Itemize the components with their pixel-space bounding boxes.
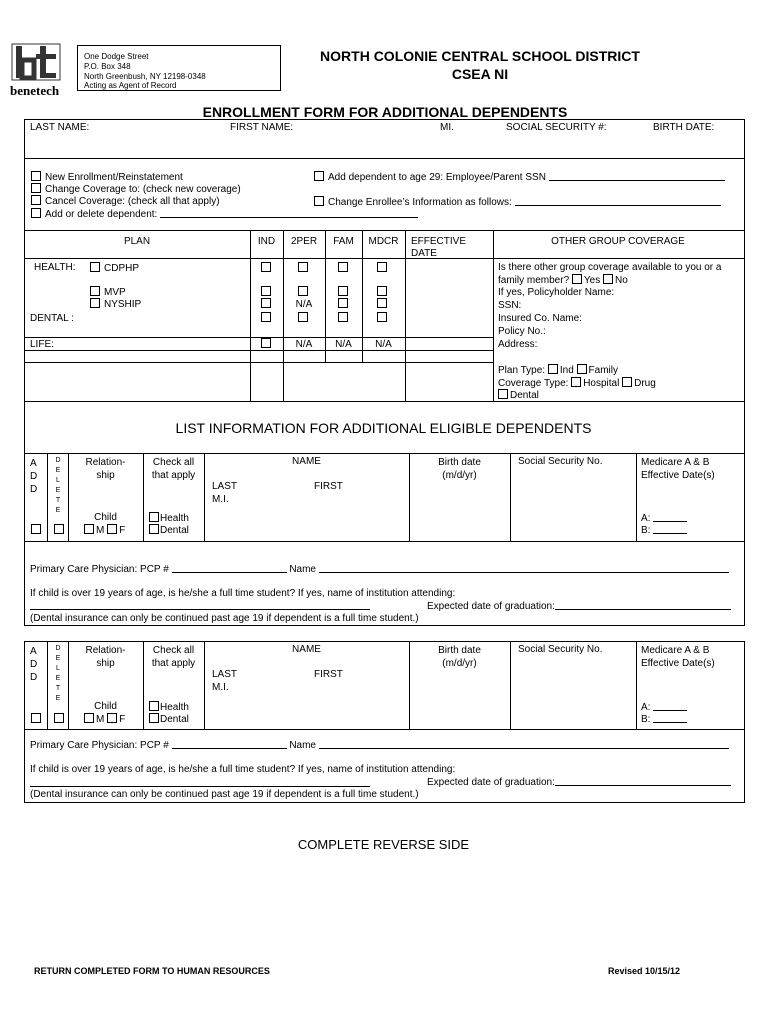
mvp-option[interactable] [90,286,126,298]
mi-label: MI. [440,122,454,133]
delete-col-label-1: D E L E T E [55,457,61,514]
relationship-header-1: Relation- ship [85,457,126,481]
dental-2per-checkbox[interactable] [298,312,308,322]
change-coverage-label: Change Coverage to: (check new coverage) [45,184,241,195]
mi-label-1: M.I. [212,494,229,505]
pcp-number-field-2[interactable] [172,739,287,749]
dental-note-1: (Dental insurance can only be continued past age 19 if dependent is a full time student.) [30,613,419,624]
ind-header: IND [257,236,276,247]
add-checkbox-1[interactable] [31,524,41,534]
plan-type-family-label: Family [588,365,618,376]
mvp-label: MVP [104,287,126,298]
other-coverage-no-checkbox[interactable] [603,274,613,284]
relationship-header-2: Relation- ship [85,645,126,669]
gender-row-2: M F [84,713,125,725]
last-label-2: LAST [212,669,238,680]
first-label-1: FIRST [314,481,343,492]
change-info-checkbox[interactable] [314,196,324,206]
male-checkbox-2[interactable] [84,713,94,723]
dependents-section-title: LIST INFORMATION FOR ADDITIONAL ELIGIBLE DEPENDENTS [175,420,592,436]
add-col-label-2: A D D [30,646,38,683]
coverage-dental-row [498,389,539,401]
nyship-fam-checkbox[interactable] [338,298,348,308]
medicare-b-field-1[interactable] [653,524,687,534]
health-checkbox-2[interactable] [149,701,159,711]
cdphp-fam-checkbox[interactable] [338,262,348,272]
change-info-option[interactable] [314,196,721,208]
insured-co-label: Insured Co. Name: [498,313,582,324]
return-instruction: RETURN COMPLETED FORM TO HUMAN RESOURCES [34,966,270,976]
address-line-3: North Greenbush, NY 12198-0348 [84,72,206,81]
female-checkbox-1[interactable] [107,524,117,534]
drug-checkbox[interactable] [622,377,632,387]
medicare-a-2: A: [641,701,687,713]
mvp-mdcr-checkbox[interactable] [377,286,387,296]
cdphp-mdcr-checkbox[interactable] [377,262,387,272]
coverage-dental-label: Dental [510,390,539,401]
graduation-field-1[interactable] [555,600,731,610]
ssn-label: SOCIAL SECURITY #: [506,122,607,133]
plan-header: PLAN [123,236,151,247]
date-header: DATE [411,248,437,259]
delete-checkbox-2[interactable] [54,713,64,723]
nyship-checkbox[interactable] [90,298,100,308]
address-line-4: Acting as Agent of Record [84,81,177,90]
pcp-row-2: Primary Care Physician: PCP # Name [30,739,729,751]
life-fam-na: N/A [335,339,352,350]
ssn-header-2: Social Security No. [518,644,603,655]
plan-type-row [498,364,618,376]
graduation-row-2: Expected date of graduation: [427,776,731,788]
dental-label: DENTAL : [30,313,74,324]
add-delete-field[interactable] [160,208,418,218]
graduation-row-1: Expected date of graduation: [427,600,731,612]
graduation-field-2[interactable] [555,776,731,786]
other-group-header: OTHER GROUP COVERAGE [551,236,685,247]
family-member-question [498,274,628,286]
dental-checkbox-2[interactable] [149,713,159,723]
dental-checkbox-1[interactable] [149,524,159,534]
nyship-option[interactable] [90,298,141,310]
health-checkbox-1[interactable] [149,512,159,522]
complete-reverse-side: COMPLETE REVERSE SIDE [297,837,470,852]
dental-fam-checkbox[interactable] [338,312,348,322]
policy-no-label: Policy No.: [498,326,546,337]
other-coverage-yes-checkbox[interactable] [572,274,582,284]
add-delete-label: Add or delete dependent: [45,209,158,220]
name-header-2: NAME [292,644,321,655]
benetech-name: benetech [10,83,60,98]
male-checkbox-1[interactable] [84,524,94,534]
add-dependent-29-label: Add dependent to age 29: Employee/Parent SSN [328,172,546,183]
add-col-label-1: A D D [30,458,38,495]
add-delete-option[interactable] [31,208,418,220]
medicare-header-1: Medicare A & B Effective Date(s) [641,457,715,481]
dental-option-1[interactable]: Dental [149,524,189,536]
nyship-label: NYSHIP [104,299,142,310]
fulltime-question-1: If child is over 19 years of age, is he/she a full time student? If yes, name of institution attending: [30,588,456,599]
mi-label-2: M.I. [212,682,229,693]
health-option-2[interactable]: Health [149,701,189,713]
hospital-label: Hospital [583,378,620,389]
cdphp-ind-checkbox[interactable] [261,262,271,272]
medicare-a-field-1[interactable] [653,512,687,522]
health-label: HEALTH: [34,262,76,273]
yes-label: Yes [583,275,601,286]
add-delete-checkbox[interactable] [31,208,41,218]
benetech-logo-mark [10,42,62,82]
fulltime-question-2: If child is over 19 years of age, is he/she a full time student? If yes, name of institution attending: [30,764,456,775]
check-all-header-1: Check all that apply [151,457,196,481]
dental-option-2[interactable]: Dental [149,713,189,725]
last-label-1: LAST [212,481,238,492]
cancel-coverage-checkbox[interactable] [31,195,41,205]
policyholder-label: If yes, Policyholder Name: [498,287,615,298]
name-section [24,119,745,159]
effective-header: EFFECTIVE [411,236,467,247]
2per-header: 2PER [290,236,318,247]
life-label: LIFE: [30,339,54,350]
medicare-a-field-2[interactable] [653,701,687,711]
child-label-1: Child [94,512,117,523]
address-label: Address: [498,339,538,350]
address-line-2: P.O. Box 348 [84,62,131,71]
coverage-type-row [498,377,656,389]
cancel-coverage-label: Cancel Coverage: (check all that apply) [45,196,220,207]
medicare-b-2: B: [641,713,687,725]
institution-field-2[interactable] [30,786,370,787]
other-ssn-label: SSN: [498,300,522,311]
nyship-2per-na: N/A [295,299,313,310]
nyship-ind-checkbox[interactable] [261,298,271,308]
pcp-name-field-2[interactable] [319,739,729,749]
last-name-label: LAST NAME: [30,122,90,133]
form-title: ENROLLMENT FORM FOR ADDITIONAL DEPENDENTS [202,104,568,120]
coverage-type-label: Coverage Type: [498,378,569,389]
name-header-1: NAME [292,456,321,467]
mvp-checkbox[interactable] [90,286,100,296]
medicare-header-2: Medicare A & B Effective Date(s) [641,645,715,669]
benetech-logo [10,42,62,98]
plan-type-label: Plan Type: [498,365,546,376]
child-label-2: Child [94,701,117,712]
nyship-mdcr-checkbox[interactable] [377,298,387,308]
pcp-number-field-1[interactable] [172,563,287,573]
fam-header: FAM [333,236,354,247]
medicare-a-1: A: [641,512,687,524]
birth-date-header-1: Birth date (m/d/yr) [438,457,481,481]
first-name-label: FIRST NAME: [230,122,294,133]
cdphp-label: CDPHP [104,263,140,274]
add-dependent-29-checkbox[interactable] [314,171,324,181]
pcp-name-field-1[interactable] [319,563,729,573]
dental-ind-checkbox[interactable] [261,312,271,322]
cancel-coverage-option[interactable] [31,195,220,207]
mvp-2per-checkbox[interactable] [298,286,308,296]
change-info-label: Change Enrollee’s Information as follows: [328,197,512,208]
life-ind-checkbox[interactable] [261,338,271,348]
other-coverage-question: Is there other group coverage available to you or a [498,262,722,273]
ssn-header-1: Social Security No. [518,456,603,467]
coverage-dental-checkbox[interactable] [498,389,508,399]
delete-col-label-2: D E L E T E [55,645,61,702]
birth-date-header-2: Birth date (m/d/yr) [438,645,481,669]
cdphp-2per-checkbox[interactable] [298,262,308,272]
drug-label: Drug [634,378,656,389]
delete-checkbox-1[interactable] [54,524,64,534]
life-mdcr-na: N/A [375,339,392,350]
dental-note-2: (Dental insurance can only be continued past age 19 if dependent is a full time student.) [30,789,419,800]
birth-date-label: BIRTH DATE: [653,122,715,133]
health-option-1[interactable]: Health [149,512,189,524]
medicare-b-1: B: [641,524,687,536]
mvp-ind-checkbox[interactable] [261,286,271,296]
mvp-fam-checkbox[interactable] [338,286,348,296]
new-enrollment-option[interactable] [31,171,183,183]
employee-ssn-field[interactable] [549,171,725,181]
change-info-field[interactable] [515,196,721,206]
gender-row-1: M F [84,524,125,536]
district-title: NORTH COLONIE CENTRAL SCHOOL DISTRICT [320,48,640,64]
check-all-header-2: Check all that apply [151,645,196,669]
cdphp-option[interactable] [90,262,139,274]
add-dependent-29-option[interactable] [314,171,725,183]
institution-field-1[interactable] [30,609,370,610]
mdcr-header: MDCR [368,236,399,247]
change-coverage-checkbox[interactable] [31,183,41,193]
dental-mdcr-checkbox[interactable] [377,312,387,322]
new-enrollment-checkbox[interactable] [31,171,41,181]
first-label-2: FIRST [314,669,343,680]
change-coverage-option[interactable] [31,183,241,195]
new-enrollment-label: New Enrollment/Reinstatement [45,172,183,183]
female-checkbox-2[interactable] [107,713,117,723]
family-member-label: family member? [498,275,570,286]
plan-type-ind-checkbox[interactable] [548,364,558,374]
unit-title: CSEA NI [451,66,509,82]
no-label: No [615,275,628,286]
plan-type-family-checkbox[interactable] [577,364,587,374]
revised-date: Revised 10/15/12 [608,966,681,976]
life-2per-na: N/A [295,339,313,350]
hospital-checkbox[interactable] [571,377,581,387]
address-line-1: One Dodge Street [84,52,149,61]
plan-type-ind-label: Ind [559,365,574,376]
medicare-b-field-2[interactable] [653,713,687,723]
pcp-row-1: Primary Care Physician: PCP # Name [30,563,729,575]
cdphp-checkbox[interactable] [90,262,100,272]
add-checkbox-2[interactable] [31,713,41,723]
